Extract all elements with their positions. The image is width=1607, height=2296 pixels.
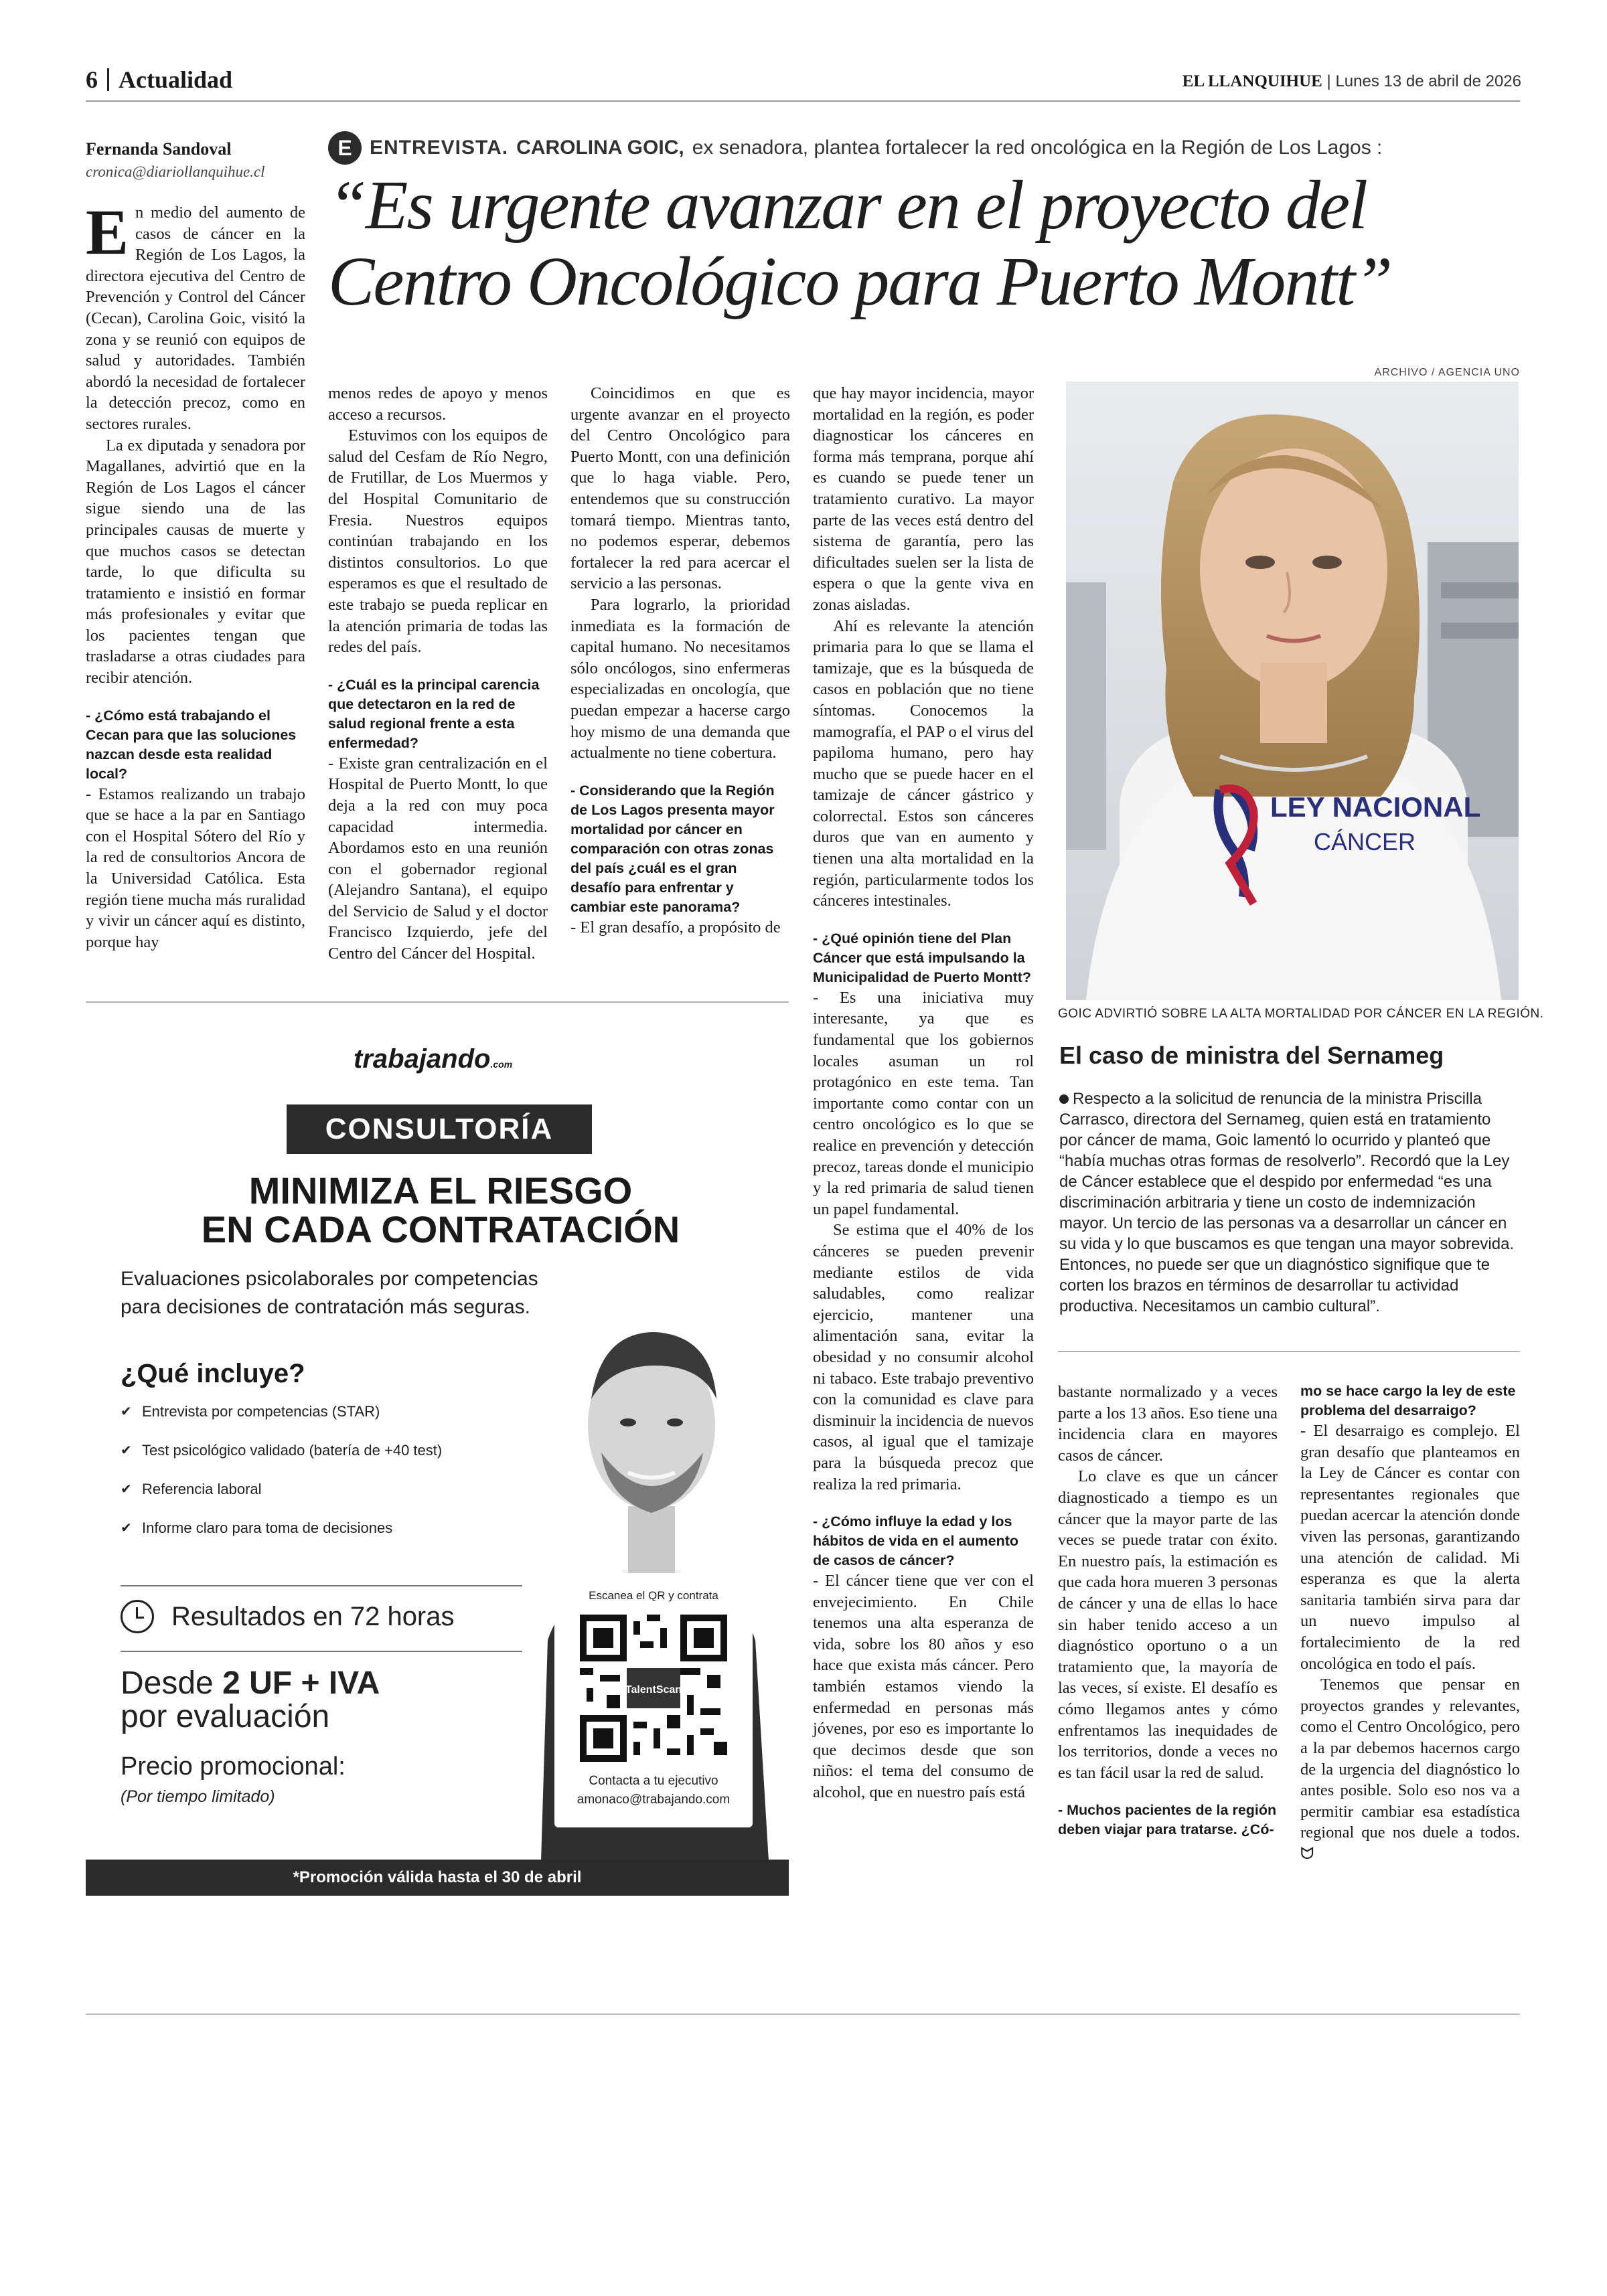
photo-caption: GOIC ADVIRTIÓ SOBRE LA ALTA MORTALIDAD POR CÁNCER EN LA REGIÓN. bbox=[1058, 1007, 1544, 1021]
ad-footer-text: *Promoción válida hasta el 30 de abril bbox=[293, 1868, 582, 1886]
header-rule bbox=[86, 100, 1520, 102]
ad-divider bbox=[121, 1651, 522, 1652]
ad-price-value: 2 UF + IVA bbox=[222, 1665, 380, 1701]
ad-price bbox=[121, 1667, 380, 1734]
interview-question: - ¿Cómo influye la edad y los hábitos de vida en el aumento de casos de cáncer? bbox=[813, 1513, 1019, 1569]
drop-cap: E bbox=[86, 196, 129, 268]
sidebar-text: Respecto a la solicitud de renuncia de la ministra Priscilla Carrasco, directora del Sernameg, quien está en tratamiento por cáncer de mama, Goic lamentó lo ocurrido y planteó que “había muchas otras formas de resolverlo”. Recordó que la Ley de Cáncer establece que el despido por enfermedad “es una discriminación arbitraria y tiene un costo de indemnización mayor. Un tercio de las personas va a desarrollar un cáncer en su vida y lo que buscamos es que tengan una mayor sobrevida. Entonces, no puede ser que un diagnóstico signifique que te corten los brazos en términos de desarrollar tu actividad productiva. Necesitamos un cambio cultural”. bbox=[1059, 1090, 1515, 1315]
kicker-name: CAROLINA GOIC, bbox=[516, 137, 684, 159]
paragraph: bastante normalizado y a veces parte a los 13 años. Eso tiene una incidencia clara en mayores casos de cáncer. bbox=[1058, 1383, 1278, 1465]
qr-code-pattern bbox=[580, 1615, 727, 1762]
ad-qr-card[interactable] bbox=[554, 1573, 753, 1827]
ad-qr-title: Escanea el QR y contrata bbox=[589, 1589, 718, 1602]
article-column-5 bbox=[1058, 1382, 1278, 1839]
end-mark-icon: ᗢ bbox=[1300, 1844, 1314, 1863]
closing-paragraph: Tenemos que pensar en proyectos grandes y relevantes, como el Centro Oncológico, pero a la par debemos hacernos cargo de la urgencia del diagnóstico lo antes posible. Solo eso nos va a permitir cambiar esa estadística regional que nos duele a todos. bbox=[1300, 1675, 1520, 1842]
ad-footer bbox=[86, 1860, 789, 1896]
paragraph: que hay mayor incidencia, mayor mortalidad en la región, es poder diagnosticar los cánceres en forma más temprana, porque ahí es cuando se puede tener un tratamiento curativo. La mayor parte de las veces está dentro del sistema de garantía, pero las dificultades suelen ser la lista de espera o que la gente viva en zonas aisladas. bbox=[813, 384, 1034, 614]
kicker-text: ex senadora, plantea fortalecer la red oncológica en la Región de Los Lagos : bbox=[692, 137, 1383, 159]
qr-brand-text: TalentScan bbox=[625, 1684, 682, 1696]
portrait-illustration bbox=[1066, 382, 1519, 1000]
newspaper-name: EL LLANQUIHUE bbox=[1182, 72, 1322, 90]
ad-list-item: ✔ Referencia laboral bbox=[121, 1479, 469, 1499]
article-column-2 bbox=[328, 383, 548, 965]
ad-category-badge: CONSULTORÍA bbox=[287, 1104, 592, 1154]
ad-price-suffix: por evaluación bbox=[121, 1699, 330, 1734]
bullet-icon bbox=[1059, 1094, 1069, 1104]
ad-headline-line-1: MINIMIZA EL RIESGO bbox=[248, 1169, 633, 1212]
interview-question: - Muchos pacientes de la región deben viajar para tratarse. ¿Có- bbox=[1058, 1802, 1277, 1838]
ad-list-item: ✔ Entrevista por competencias (STAR) bbox=[121, 1402, 469, 1422]
article-column-3 bbox=[570, 383, 790, 938]
interview-answer: - El gran desafío, a propósito de bbox=[570, 918, 781, 936]
interview-badge: E bbox=[328, 131, 362, 165]
article-column-4 bbox=[813, 383, 1034, 1803]
sidebar-bottom-rule bbox=[1058, 1351, 1520, 1352]
ad-results bbox=[121, 1600, 455, 1633]
ad-logo-suffix: .com bbox=[490, 1059, 513, 1070]
qr-code-icon[interactable] bbox=[580, 1615, 727, 1762]
clock-icon bbox=[121, 1600, 154, 1633]
interview-question: - Considerando que la Región de Los Lagos presenta mayor mortalidad por cáncer en comparación con otras zonas del país ¿cuál es el gran desafío para enfrentar y cambiar este panorama? bbox=[570, 782, 775, 915]
ad-contact-label: Contacta a tu ejecutivo bbox=[589, 1774, 718, 1788]
paragraph: Ahí es relevante la atención primaria para lo que se llama el tamizaje, que es la búsqueda de casos en población que no tiene síntomas. Conocemos la mamografía, el PAP o el virus del papiloma humano, pero hay mucho que se puede hacer en el tamizaje de cáncer gástrico y colorrectal. Estos son cánceres duros que van en aumento y tienen una alta mortalidad en la región, particularmente todos los cánceres intestinales. bbox=[813, 617, 1034, 910]
interview-question: - ¿Qué opinión tiene del Plan Cáncer que está impulsando la Municipalidad de Puerto Montt? bbox=[813, 930, 1032, 985]
ad-includes-list bbox=[121, 1402, 469, 1557]
header-separator bbox=[107, 68, 109, 91]
ad-promo-title: Precio promocional: bbox=[121, 1752, 346, 1781]
ad-list-item: ✔ Test psicológico validado (batería de +40 test) bbox=[121, 1441, 469, 1461]
paragraph: Lo clave es que un cáncer diagnosticado a tiempo es un cáncer que la mayor parte de las veces se puede tratar con éxito. En nuestro país, la estimación es que cada hora mueren 3 personas de cáncer y una de ellas lo hace sin haber tenido acceso a un diagnóstico oportuno o a un tratamiento que, la mayoría de las veces, sí existe. El desafío es cómo llegamos antes y cómo enfrentamos las inequidades de los territorios, donde a veces no es tan fácil usar la red de salud. bbox=[1058, 1467, 1278, 1782]
sidebar-body bbox=[1059, 1088, 1515, 1317]
article-column-6 bbox=[1300, 1382, 1520, 1864]
interview-answer: - Es una iniciativa muy interesante, ya que es fundamental que los gobiernos locales asuman un rol protagónico en este tema. Tan importante como contar con un centro oncológico es lo que se realice en prevención y detección precoz, tareas donde el municipio y la red primaria de salud tienen un papel fundamental. bbox=[813, 988, 1034, 1218]
interview-question: - ¿Cuál es la principal carencia que detectaron en la red de salud regional frente a esta enfermedad? bbox=[328, 676, 540, 751]
paragraph: Para lograrlo, la prioridad inmediata es la formación de capital humano. No necesitamos sólo oncólogos, sino enfermeras especializadas en oncología, que puedan empezar a hacerse cargo hoy mismo de una demanda que actualmente no tiene cobertura. bbox=[570, 595, 790, 762]
section-name: Actualidad bbox=[119, 66, 233, 93]
ad-logo-text: trabajando bbox=[354, 1044, 491, 1074]
ad-results-text: Resultados en 72 horas bbox=[171, 1601, 455, 1631]
shirt-text-1: LEY NACIONAL bbox=[1270, 791, 1481, 823]
author-email[interactable]: cronica@diariollanquihue.cl bbox=[86, 163, 265, 180]
issue-date: Lunes 13 de abril de 2026 bbox=[1335, 72, 1521, 90]
ad-logo bbox=[354, 1044, 512, 1074]
interview-question: - ¿Cómo está trabajando el Cecan para que las soluciones nazcan desde esta realidad local? bbox=[86, 707, 297, 782]
ad-divider bbox=[121, 1585, 522, 1586]
ad-list-item: ✔ Informe claro para toma de decisiones bbox=[121, 1518, 469, 1538]
headline: “Es urgente avanzar en el proyecto del Centro Oncológico para Puerto Montt” bbox=[328, 167, 1392, 320]
ad-promo-note: (Por tiempo limitado) bbox=[121, 1787, 275, 1806]
interview-answer: - El desarraigo es complejo. El gran desafío que planteamos en la Ley de Cáncer es contar con representantes regionales que puedan acercar la atención donde viven las personas, garantizando una atención de calidad. Mi esperanza es que la alerta sanitaria también sirva para dar un nuevo impulso al fortalecimiento de la red oncológica en todo el país. bbox=[1300, 1422, 1520, 1673]
shirt-text-2: CÁNCER bbox=[1314, 828, 1416, 855]
page-header-left bbox=[86, 66, 232, 94]
article-photo bbox=[1066, 382, 1519, 1000]
interview-answer: - El cáncer tiene que ver con el envejecimiento. En Chile tenemos una alta esperanza de vida, sobre los 80 años y eso hace que exista más cáncer. Pero también estamos viendo la enfermedad en personas más jóvenes, por eso es importante lo que decimos desde que son niños: el tema del consumo de alcohol, que en nuestro país está bbox=[813, 1572, 1034, 1802]
paragraph: Se estima que el 40% de los cánceres se pueden prevenir mediante estilos de vida saludables, como realizar ejercicio, mantener una alimentación sana, evitar la obesidad y no consumir alcohol ni tabaco. Este trabajo preventivo con la comunidad es clave para disminuir la incidencia de nuevos casos, al igual que el tamizaje para la búsqueda precoz que realiza la red primaria. bbox=[813, 1221, 1034, 1493]
page-header-right bbox=[1182, 72, 1521, 91]
advertisement[interactable] bbox=[86, 1011, 789, 1896]
ad-headline-line-2: EN CADA CONTRATACIÓN bbox=[201, 1208, 680, 1250]
paragraph: La ex diputada y senadora por Magallanes, advirtió que en la Región de Los Lagos el cáncer sigue siendo una de las principales causas de muerte y que muchos casos se detectan tarde, lo que dificulta su tratamiento e insistió en formar más profesionales y evitar que los pacientes tengan que trasladarse a otras ciudades para recibir atención. bbox=[86, 436, 305, 687]
article-column-1 bbox=[86, 196, 305, 953]
interview-answer: - Existe gran centralización en el Hospital de Puerto Montt, lo que deja a la red con muy poca capacidad intermedia. Abordamos esto en una reunión con el gobernador regional (Alejandro Santana), el equipo del Servicio de Salud y el doctor Francisco Izquierdo, jefe del Centro del Cáncer del Hospital. bbox=[328, 754, 548, 963]
ad-contact-email[interactable]: amonaco@trabajando.com bbox=[577, 1793, 731, 1807]
page-bottom-rule bbox=[86, 2014, 1520, 2015]
header-divider: | bbox=[1326, 72, 1336, 90]
page-number: 6 bbox=[86, 66, 98, 93]
ad-includes-title: ¿Qué incluye? bbox=[121, 1359, 305, 1388]
interview-answer: - Estamos realizando un trabajo que se hace a la par en Santiago con el Hospital Sótero del Río y la red de consultorios Ancora de la Universidad Católica. Esta región tiene mucha más ruralidad y vivir un cáncer aquí es distinto, porque hay bbox=[86, 785, 305, 951]
photo-credit: ARCHIVO / AGENCIA UNO bbox=[1374, 367, 1520, 378]
paragraph: Estuvimos con los equipos de salud del Cesfam de Río Negro, de Frutillar, de Los Muermos y del Hospital Comunitario de Fresia. Nuestros equipos continúan trabajando en los distintos consultorios. Lo que esperamos es que el resultado de este trabajo se pueda replicar en la atención primaria de todas las redes del país. bbox=[328, 426, 548, 657]
kicker bbox=[328, 131, 1382, 165]
ad-description: Evaluaciones psicolaborales por competencias para decisiones de contratación más seguras. bbox=[121, 1268, 538, 1318]
paragraph: n medio del aumento de casos de cáncer en la Región de Los Lagos, la directora ejecutiva del Centro de Prevención y Control del Cáncer (Cecan), Carolina Goic, visitó la zona y se reunió con equipos de salud y autoridades. También abordó la necesidad de fortalecer la detección precoz, como en sectores rurales. bbox=[86, 203, 305, 433]
kicker-label: ENTREVISTA. bbox=[370, 137, 509, 159]
interview-question: mo se hace cargo la ley de este problema del desarraigo? bbox=[1300, 1383, 1516, 1418]
ad-price-prefix: Desde bbox=[121, 1665, 223, 1701]
author-name: Fernanda Sandoval bbox=[86, 139, 232, 159]
paragraph: Coincidimos en que es urgente avanzar en el proyecto del Centro Oncológico para Puerto Montt, con una definición que lo haga viable. Pero, entendemos que su construcción tomará tiempo. Mientras tanto, no podemos esperar, debemos fortalecer la red para acercar el servicio a las personas. bbox=[570, 384, 790, 593]
sidebar-title: El caso de ministra del Sernameg bbox=[1059, 1042, 1444, 1069]
ad-headline bbox=[173, 1171, 708, 1249]
paragraph: menos redes de apoyo y menos acceso a recursos. bbox=[328, 384, 548, 424]
ad-top-rule bbox=[86, 1001, 789, 1003]
paragraph bbox=[1300, 1674, 1520, 1864]
